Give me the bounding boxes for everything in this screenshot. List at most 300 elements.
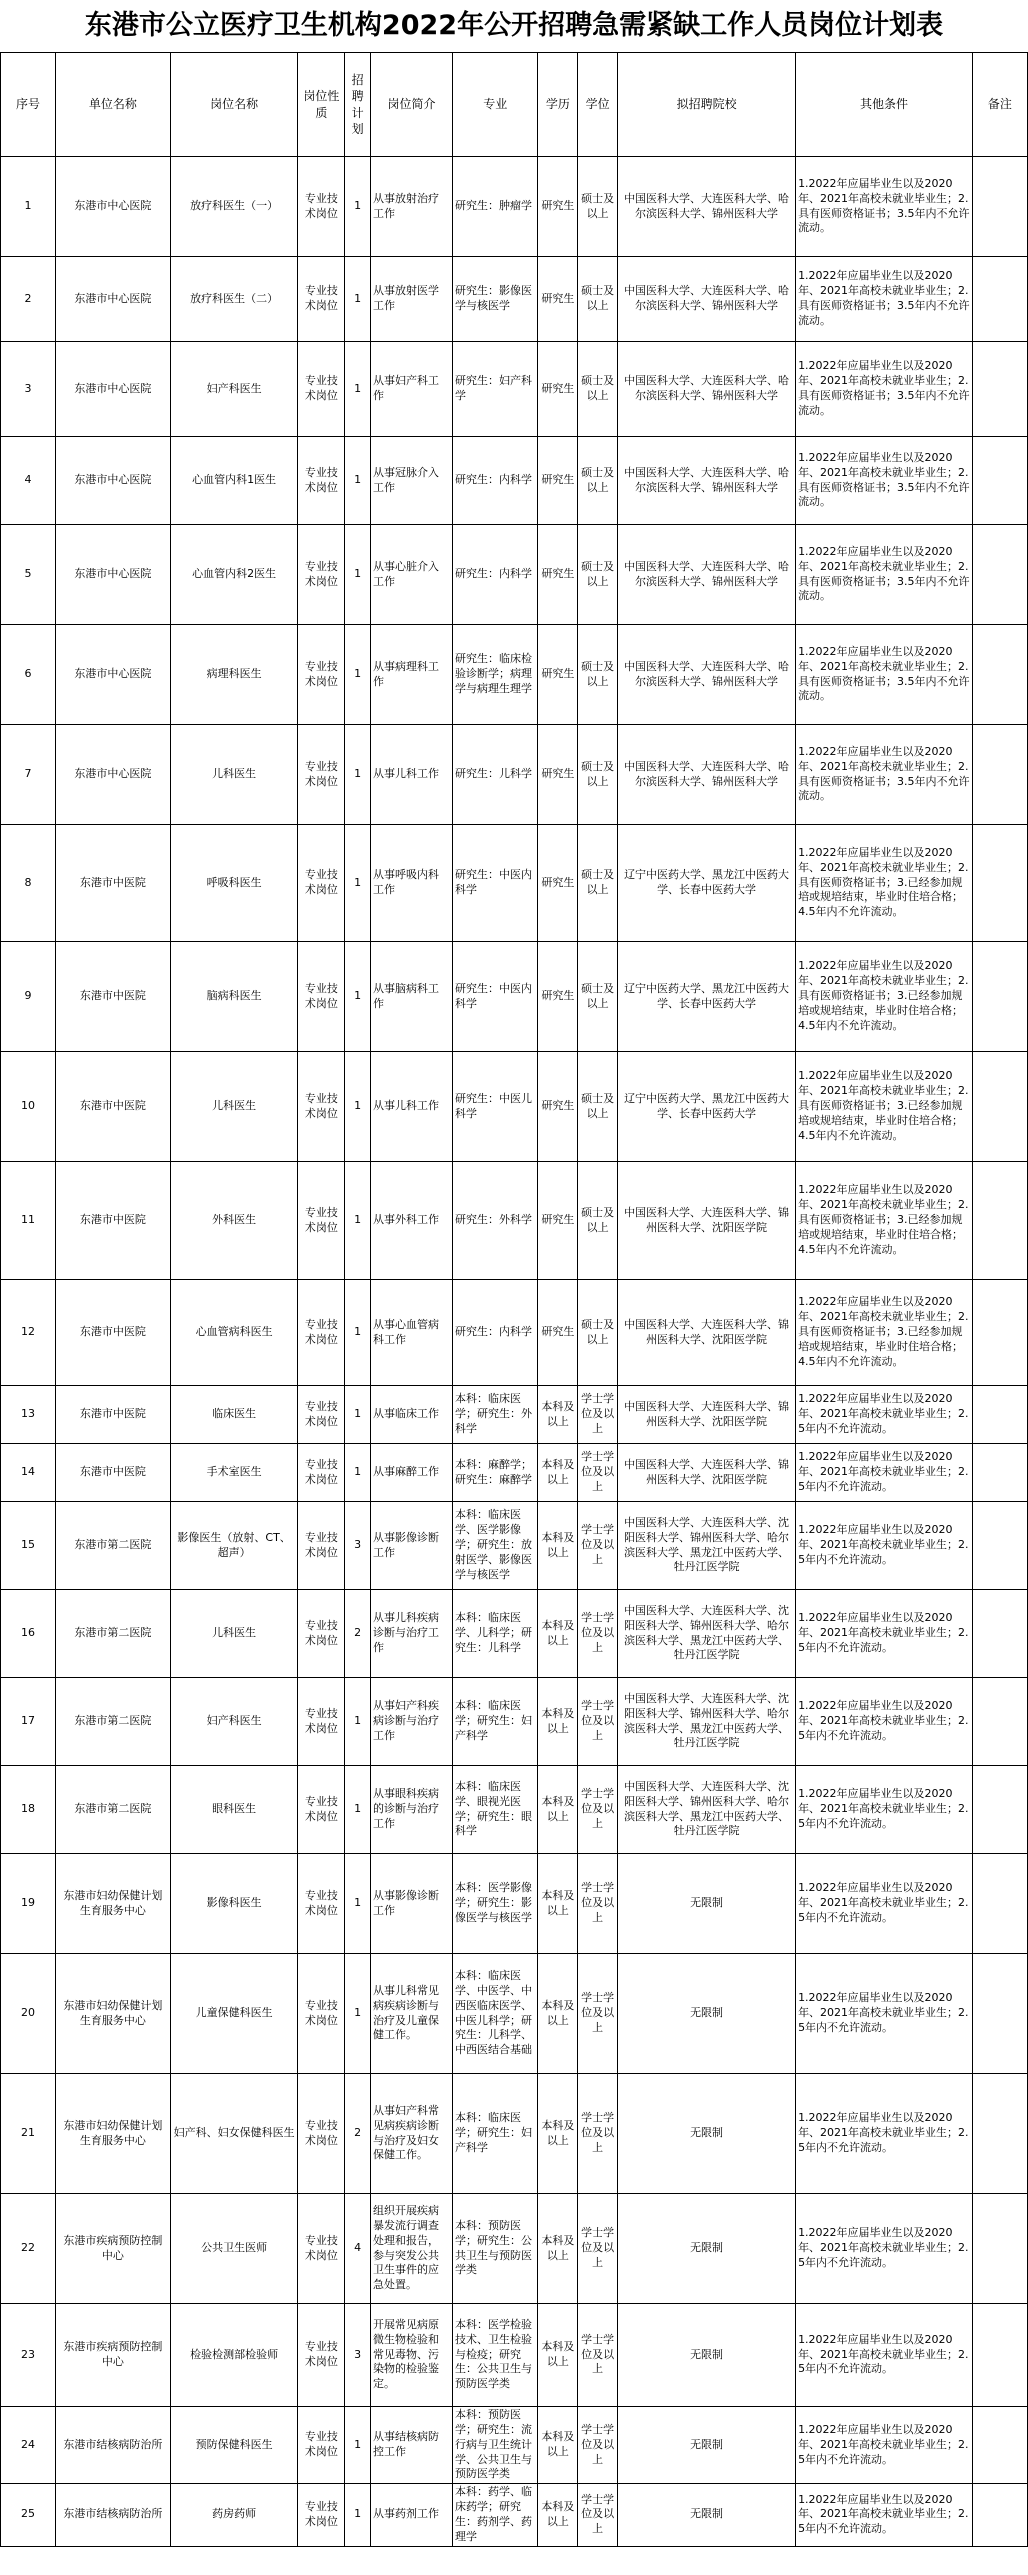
schools-cell: 中国医科大学、大连医科大学、哈尔滨医科大学、锦州医科大学 [618, 257, 796, 342]
note-cell [972, 525, 1027, 625]
row-number-cell: 6 [1, 625, 56, 725]
note-cell [972, 1678, 1027, 1766]
post-name-cell: 病理科医生 [170, 625, 298, 725]
plan-count-cell: 1 [345, 525, 371, 625]
post-nature-cell: 专业技术岗位 [298, 1678, 345, 1766]
post-name-cell: 心血管内科1医生 [170, 437, 298, 525]
post-intro-cell: 从事儿科工作 [371, 1052, 453, 1162]
degree-cell: 硕士及以上 [578, 342, 618, 437]
post-intro-cell: 从事眼科疾病的诊断与治疗工作 [371, 1766, 453, 1854]
unit-name-cell: 东港市中心医院 [56, 525, 171, 625]
post-name-cell: 公共卫生医师 [170, 2194, 298, 2304]
major-cell: 本科：医学检验技术、卫生检验与检疫；研究生：公共卫生与预防医学类 [452, 2304, 537, 2407]
post-intro-cell: 从事心血管病科工作 [371, 1280, 453, 1386]
row-number-cell: 3 [1, 342, 56, 437]
post-name-cell: 放疗科医生（二） [170, 257, 298, 342]
header-cell: 专业 [452, 53, 537, 157]
plan-count-cell: 2 [345, 1590, 371, 1678]
note-cell [972, 825, 1027, 942]
table-row [1, 825, 1028, 942]
plan-count-cell: 1 [345, 1766, 371, 1854]
major-cell: 本科：临床医学；研究生：妇产科学 [452, 2074, 537, 2194]
post-nature-cell: 专业技术岗位 [298, 1954, 345, 2074]
major-cell: 研究生：妇产科学 [452, 342, 537, 437]
education-cell: 研究生 [538, 1162, 578, 1280]
post-intro-cell: 从事结核病防控工作 [371, 2407, 453, 2484]
row-number-cell: 1 [1, 157, 56, 257]
unit-name-cell: 东港市妇幼保健计划生育服务中心 [56, 1954, 171, 2074]
unit-name-cell: 东港市中医院 [56, 825, 171, 942]
other-conditions-cell: 1.2022年应届毕业生以及2020年、2021年高校未就业毕业生；2.具有医师资格证书；3.5年内不允许流动。 [796, 157, 973, 257]
unit-name-cell: 东港市疾病预防控制中心 [56, 2194, 171, 2304]
major-cell: 本科：临床医学、医学影像学；研究生：放射医学、影像医学与核医学 [452, 1502, 537, 1590]
other-conditions-cell: 1.2022年应届毕业生以及2020年、2021年高校未就业毕业生；2.具有医师资格证书；3.5年内不允许流动。 [796, 437, 973, 525]
post-intro-cell: 从事麻醉工作 [371, 1444, 453, 1502]
other-conditions-cell: 1.2022年应届毕业生以及2020年、2021年高校未就业毕业生；2.具有医师资格证书；3.已经参加规培或规培结束，毕业时住培合格；4.5年内不允许流动。 [796, 825, 973, 942]
header-cell: 备注 [972, 53, 1027, 157]
table-row [1, 1502, 1028, 1590]
note-cell [972, 1052, 1027, 1162]
post-name-cell: 儿科医生 [170, 1052, 298, 1162]
other-conditions-cell: 1.2022年应届毕业生以及2020年、2021年高校未就业毕业生；2.具有医师资格证书；3.5年内不允许流动。 [796, 525, 973, 625]
table-row [1, 1766, 1028, 1854]
education-cell: 本科及以上 [538, 1502, 578, 1590]
post-intro-cell: 从事儿科常见病疾病诊断与治疗及儿童保健工作。 [371, 1954, 453, 2074]
education-cell: 研究生 [538, 437, 578, 525]
note-cell [972, 1854, 1027, 1954]
plan-count-cell: 1 [345, 1386, 371, 1444]
table-row [1, 257, 1028, 342]
post-nature-cell: 专业技术岗位 [298, 1386, 345, 1444]
table-row [1, 1386, 1028, 1444]
schools-cell: 辽宁中医药大学、黑龙江中医药大学、长春中医药大学 [618, 825, 796, 942]
page-title: 东港市公立医疗卫生机构2022年公开招聘急需紧缺工作人员岗位计划表 [84, 10, 944, 41]
education-cell: 本科及以上 [538, 1444, 578, 1502]
header-cell: 岗位性质 [298, 53, 345, 157]
schools-cell: 无限制 [618, 1954, 796, 2074]
table-row [1, 1280, 1028, 1386]
unit-name-cell: 东港市妇幼保健计划生育服务中心 [56, 2074, 171, 2194]
table-row [1, 2194, 1028, 2304]
education-cell: 本科及以上 [538, 2074, 578, 2194]
other-conditions-cell: 1.2022年应届毕业生以及2020年、2021年高校未就业毕业生；2.5年内不允许流动。 [796, 2304, 973, 2407]
post-intro-cell: 从事心脏介入工作 [371, 525, 453, 625]
post-nature-cell: 专业技术岗位 [298, 2407, 345, 2484]
note-cell [972, 625, 1027, 725]
post-nature-cell: 专业技术岗位 [298, 1590, 345, 1678]
post-name-cell: 药房药师 [170, 2484, 298, 2546]
row-number-cell: 9 [1, 942, 56, 1052]
post-intro-cell: 从事儿科工作 [371, 725, 453, 825]
education-cell: 研究生 [538, 525, 578, 625]
post-intro-cell: 从事影像诊断工作 [371, 1502, 453, 1590]
education-cell: 本科及以上 [538, 1954, 578, 2074]
major-cell: 本科：临床医学、中医学、中西医临床医学、中医儿科学；研究生：儿科学、中西医结合基础 [452, 1954, 537, 2074]
plan-count-cell: 1 [345, 725, 371, 825]
row-number-cell: 5 [1, 525, 56, 625]
schools-cell: 中国医科大学、大连医科大学、沈阳医科大学、锦州医科大学、哈尔滨医科大学、黑龙江中医药大学、牡丹江医学院 [618, 1678, 796, 1766]
major-cell: 研究生：中医内科学 [452, 825, 537, 942]
header-cell: 岗位名称 [170, 53, 298, 157]
note-cell [972, 2304, 1027, 2407]
unit-name-cell: 东港市中心医院 [56, 157, 171, 257]
header-cell: 招聘计划 [345, 53, 371, 157]
note-cell [972, 1444, 1027, 1502]
degree-cell: 学士学位及以上 [578, 2194, 618, 2304]
schools-cell: 中国医科大学、大连医科大学、哈尔滨医科大学、锦州医科大学 [618, 437, 796, 525]
post-intro-cell: 从事临床工作 [371, 1386, 453, 1444]
plan-count-cell: 1 [345, 257, 371, 342]
plan-count-cell: 1 [345, 1854, 371, 1954]
row-number-cell: 17 [1, 1678, 56, 1766]
plan-count-cell: 1 [345, 342, 371, 437]
degree-cell: 硕士及以上 [578, 1052, 618, 1162]
table-row [1, 1590, 1028, 1678]
education-cell: 本科及以上 [538, 2407, 578, 2484]
other-conditions-cell: 1.2022年应届毕业生以及2020年、2021年高校未就业毕业生；2.5年内不允许流动。 [796, 1678, 973, 1766]
schools-cell: 中国医科大学、大连医科大学、沈阳医科大学、锦州医科大学、哈尔滨医科大学、黑龙江中医药大学、牡丹江医学院 [618, 1590, 796, 1678]
table-row [1, 437, 1028, 525]
post-intro-cell: 组织开展疾病暴发流行调查处理和报告，参与突发公共卫生事件的应急处置。 [371, 2194, 453, 2304]
post-name-cell: 手术室医生 [170, 1444, 298, 1502]
recruitment-table [0, 52, 1028, 2547]
row-number-cell: 14 [1, 1444, 56, 1502]
post-intro-cell: 从事放射治疗工作 [371, 157, 453, 257]
post-intro-cell: 从事儿科疾病诊断与治疗工作 [371, 1590, 453, 1678]
unit-name-cell: 东港市中医院 [56, 1162, 171, 1280]
major-cell: 本科：药学、临床药学；研究生：药剂学、药理学 [452, 2484, 537, 2546]
post-nature-cell: 专业技术岗位 [298, 525, 345, 625]
other-conditions-cell: 1.2022年应届毕业生以及2020年、2021年高校未就业毕业生；2.具有医师资格证书；3.已经参加规培或规培结束，毕业时住培合格；4.5年内不允许流动。 [796, 1052, 973, 1162]
other-conditions-cell: 1.2022年应届毕业生以及2020年、2021年高校未就业毕业生；2.5年内不允许流动。 [796, 1502, 973, 1590]
post-nature-cell: 专业技术岗位 [298, 1444, 345, 1502]
post-nature-cell: 专业技术岗位 [298, 1502, 345, 1590]
row-number-cell: 21 [1, 2074, 56, 2194]
schools-cell: 中国医科大学、大连医科大学、哈尔滨医科大学、锦州医科大学 [618, 625, 796, 725]
table-row [1, 2074, 1028, 2194]
unit-name-cell: 东港市疾病预防控制中心 [56, 2304, 171, 2407]
note-cell [972, 257, 1027, 342]
post-nature-cell: 专业技术岗位 [298, 1052, 345, 1162]
post-intro-cell: 从事药剂工作 [371, 2484, 453, 2546]
post-name-cell: 临床医生 [170, 1386, 298, 1444]
unit-name-cell: 东港市第二医院 [56, 1590, 171, 1678]
degree-cell: 硕士及以上 [578, 942, 618, 1052]
schools-cell: 无限制 [618, 2194, 796, 2304]
post-name-cell: 眼科医生 [170, 1766, 298, 1854]
table-row [1, 1444, 1028, 1502]
plan-count-cell: 1 [345, 625, 371, 725]
education-cell: 本科及以上 [538, 1766, 578, 1854]
post-intro-cell: 从事妇产科疾病诊断与治疗工作 [371, 1678, 453, 1766]
post-intro-cell: 从事放射医学工作 [371, 257, 453, 342]
schools-cell: 无限制 [618, 2484, 796, 2546]
post-nature-cell: 专业技术岗位 [298, 257, 345, 342]
schools-cell: 中国医科大学、大连医科大学、锦州医科大学、沈阳医学院 [618, 1162, 796, 1280]
degree-cell: 学士学位及以上 [578, 2407, 618, 2484]
major-cell: 研究生：影像医学与核医学 [452, 257, 537, 342]
unit-name-cell: 东港市中心医院 [56, 725, 171, 825]
post-name-cell: 检验检测部检验师 [170, 2304, 298, 2407]
post-nature-cell: 专业技术岗位 [298, 942, 345, 1052]
note-cell [972, 1766, 1027, 1854]
unit-name-cell: 东港市结核病防治所 [56, 2407, 171, 2484]
degree-cell: 硕士及以上 [578, 625, 618, 725]
post-intro-cell: 从事外科工作 [371, 1162, 453, 1280]
table-row [1, 342, 1028, 437]
major-cell: 本科：临床医学、儿科学；研究生：儿科学 [452, 1590, 537, 1678]
major-cell: 本科：麻醉学；研究生：麻醉学 [452, 1444, 537, 1502]
degree-cell: 学士学位及以上 [578, 1590, 618, 1678]
table-row [1, 525, 1028, 625]
header-cell: 单位名称 [56, 53, 171, 157]
plan-count-cell: 1 [345, 437, 371, 525]
post-name-cell: 外科医生 [170, 1162, 298, 1280]
other-conditions-cell: 1.2022年应届毕业生以及2020年、2021年高校未就业毕业生；2.具有医师资格证书；3.5年内不允许流动。 [796, 625, 973, 725]
education-cell: 本科及以上 [538, 1678, 578, 1766]
education-cell: 研究生 [538, 1280, 578, 1386]
other-conditions-cell: 1.2022年应届毕业生以及2020年、2021年高校未就业毕业生；2.5年内不允许流动。 [796, 2484, 973, 2546]
plan-count-cell: 1 [345, 942, 371, 1052]
plan-count-cell: 1 [345, 1954, 371, 2074]
plan-count-cell: 1 [345, 1052, 371, 1162]
row-number-cell: 4 [1, 437, 56, 525]
unit-name-cell: 东港市妇幼保健计划生育服务中心 [56, 1854, 171, 1954]
post-name-cell: 妇产科、妇女保健科医生 [170, 2074, 298, 2194]
unit-name-cell: 东港市中心医院 [56, 342, 171, 437]
other-conditions-cell: 1.2022年应届毕业生以及2020年、2021年高校未就业毕业生；2.具有医师资格证书；3.已经参加规培或规培结束，毕业时住培合格；4.5年内不允许流动。 [796, 942, 973, 1052]
note-cell [972, 725, 1027, 825]
note-cell [972, 1954, 1027, 2074]
plan-count-cell: 1 [345, 157, 371, 257]
plan-count-cell: 4 [345, 2194, 371, 2304]
post-name-cell: 预防保健科医生 [170, 2407, 298, 2484]
post-nature-cell: 专业技术岗位 [298, 342, 345, 437]
degree-cell: 硕士及以上 [578, 725, 618, 825]
post-intro-cell: 开展常见病原微生物检验和常见毒物、污染物的检验鉴定。 [371, 2304, 453, 2407]
row-number-cell: 18 [1, 1766, 56, 1854]
plan-count-cell: 1 [345, 825, 371, 942]
schools-cell: 中国医科大学、大连医科大学、沈阳医科大学、锦州医科大学、哈尔滨医科大学、黑龙江中医药大学、牡丹江医学院 [618, 1502, 796, 1590]
education-cell: 研究生 [538, 725, 578, 825]
row-number-cell: 10 [1, 1052, 56, 1162]
post-intro-cell: 从事呼吸内科工作 [371, 825, 453, 942]
row-number-cell: 7 [1, 725, 56, 825]
schools-cell: 中国医科大学、大连医科大学、锦州医科大学、沈阳医学院 [618, 1280, 796, 1386]
table-row [1, 1954, 1028, 2074]
post-intro-cell: 从事影像诊断工作 [371, 1854, 453, 1954]
major-cell: 研究生：内科学 [452, 1280, 537, 1386]
row-number-cell: 16 [1, 1590, 56, 1678]
table-row [1, 1052, 1028, 1162]
table-row [1, 625, 1028, 725]
education-cell: 本科及以上 [538, 1386, 578, 1444]
table-row [1, 1678, 1028, 1766]
unit-name-cell: 东港市结核病防治所 [56, 2484, 171, 2546]
post-nature-cell: 专业技术岗位 [298, 1766, 345, 1854]
plan-count-cell: 3 [345, 2304, 371, 2407]
header-cell: 学历 [538, 53, 578, 157]
table-row [1, 1854, 1028, 1954]
other-conditions-cell: 1.2022年应届毕业生以及2020年、2021年高校未就业毕业生；2.具有医师资格证书；3.5年内不允许流动。 [796, 257, 973, 342]
education-cell: 本科及以上 [538, 1854, 578, 1954]
note-cell [972, 2074, 1027, 2194]
post-nature-cell: 专业技术岗位 [298, 725, 345, 825]
degree-cell: 学士学位及以上 [578, 1766, 618, 1854]
post-nature-cell: 专业技术岗位 [298, 1280, 345, 1386]
education-cell: 本科及以上 [538, 2484, 578, 2546]
post-name-cell: 儿童保健科医生 [170, 1954, 298, 2074]
post-name-cell: 呼吸科医生 [170, 825, 298, 942]
schools-cell: 中国医科大学、大连医科大学、锦州医科大学、沈阳医学院 [618, 1386, 796, 1444]
note-cell [972, 1162, 1027, 1280]
unit-name-cell: 东港市中心医院 [56, 257, 171, 342]
schools-cell: 中国医科大学、大连医科大学、哈尔滨医科大学、锦州医科大学 [618, 725, 796, 825]
degree-cell: 硕士及以上 [578, 1280, 618, 1386]
plan-count-cell: 1 [345, 2407, 371, 2484]
major-cell: 研究生：中医儿科学 [452, 1052, 537, 1162]
education-cell: 研究生 [538, 625, 578, 725]
note-cell [972, 1502, 1027, 1590]
header-row [1, 53, 1028, 157]
degree-cell: 学士学位及以上 [578, 1444, 618, 1502]
schools-cell: 中国医科大学、大连医科大学、沈阳医科大学、锦州医科大学、哈尔滨医科大学、黑龙江中医药大学、牡丹江医学院 [618, 1766, 796, 1854]
post-name-cell: 影像科医生 [170, 1854, 298, 1954]
post-intro-cell: 从事冠脉介入工作 [371, 437, 453, 525]
unit-name-cell: 东港市中医院 [56, 1444, 171, 1502]
note-cell [972, 342, 1027, 437]
schools-cell: 辽宁中医药大学、黑龙江中医药大学、长春中医药大学 [618, 942, 796, 1052]
unit-name-cell: 东港市中医院 [56, 942, 171, 1052]
other-conditions-cell: 1.2022年应届毕业生以及2020年、2021年高校未就业毕业生；2.5年内不允许流动。 [796, 2194, 973, 2304]
post-nature-cell: 专业技术岗位 [298, 2194, 345, 2304]
education-cell: 研究生 [538, 825, 578, 942]
note-cell [972, 2194, 1027, 2304]
plan-count-cell: 1 [345, 1162, 371, 1280]
table-row [1, 725, 1028, 825]
other-conditions-cell: 1.2022年应届毕业生以及2020年、2021年高校未就业毕业生；2.5年内不允许流动。 [796, 1386, 973, 1444]
other-conditions-cell: 1.2022年应届毕业生以及2020年、2021年高校未就业毕业生；2.具有医师资格证书；3.已经参加规培或规培结束，毕业时住培合格；4.5年内不允许流动。 [796, 1280, 973, 1386]
other-conditions-cell: 1.2022年应届毕业生以及2020年、2021年高校未就业毕业生；2.5年内不允许流动。 [796, 2074, 973, 2194]
post-nature-cell: 专业技术岗位 [298, 2484, 345, 2546]
note-cell [972, 157, 1027, 257]
schools-cell: 无限制 [618, 2407, 796, 2484]
plan-count-cell: 1 [345, 1678, 371, 1766]
note-cell [972, 437, 1027, 525]
note-cell [972, 1280, 1027, 1386]
degree-cell: 学士学位及以上 [578, 1386, 618, 1444]
degree-cell: 学士学位及以上 [578, 1854, 618, 1954]
table-row [1, 157, 1028, 257]
degree-cell: 学士学位及以上 [578, 1954, 618, 2074]
other-conditions-cell: 1.2022年应届毕业生以及2020年、2021年高校未就业毕业生；2.5年内不允许流动。 [796, 1590, 973, 1678]
major-cell: 研究生：肿瘤学 [452, 157, 537, 257]
header-cell: 学位 [578, 53, 618, 157]
major-cell: 研究生：儿科学 [452, 725, 537, 825]
row-number-cell: 22 [1, 2194, 56, 2304]
major-cell: 本科：临床医学、眼视光医学；研究生：眼科学 [452, 1766, 537, 1854]
unit-name-cell: 东港市中心医院 [56, 437, 171, 525]
major-cell: 研究生：内科学 [452, 525, 537, 625]
education-cell: 研究生 [538, 342, 578, 437]
post-name-cell: 放疗科医生（一） [170, 157, 298, 257]
major-cell: 本科：医学影像学；研究生：影像医学与核医学 [452, 1854, 537, 1954]
post-name-cell: 脑病科医生 [170, 942, 298, 1052]
post-nature-cell: 专业技术岗位 [298, 157, 345, 257]
note-cell [972, 1590, 1027, 1678]
degree-cell: 学士学位及以上 [578, 1502, 618, 1590]
degree-cell: 学士学位及以上 [578, 2484, 618, 2546]
unit-name-cell: 东港市中心医院 [56, 625, 171, 725]
post-nature-cell: 专业技术岗位 [298, 825, 345, 942]
row-number-cell: 12 [1, 1280, 56, 1386]
post-nature-cell: 专业技术岗位 [298, 625, 345, 725]
plan-count-cell: 1 [345, 1280, 371, 1386]
note-cell [972, 942, 1027, 1052]
post-name-cell: 心血管病科医生 [170, 1280, 298, 1386]
row-number-cell: 11 [1, 1162, 56, 1280]
education-cell: 本科及以上 [538, 1590, 578, 1678]
table-row [1, 2484, 1028, 2546]
degree-cell: 硕士及以上 [578, 825, 618, 942]
row-number-cell: 13 [1, 1386, 56, 1444]
post-nature-cell: 专业技术岗位 [298, 1162, 345, 1280]
post-name-cell: 妇产科医生 [170, 1678, 298, 1766]
other-conditions-cell: 1.2022年应届毕业生以及2020年、2021年高校未就业毕业生；2.具有医师资格证书；3.5年内不允许流动。 [796, 342, 973, 437]
other-conditions-cell: 1.2022年应届毕业生以及2020年、2021年高校未就业毕业生；2.具有医师资格证书；3.5年内不允许流动。 [796, 725, 973, 825]
education-cell: 研究生 [538, 157, 578, 257]
degree-cell: 硕士及以上 [578, 1162, 618, 1280]
major-cell: 研究生：内科学 [452, 437, 537, 525]
post-nature-cell: 专业技术岗位 [298, 1854, 345, 1954]
row-number-cell: 25 [1, 2484, 56, 2546]
unit-name-cell: 东港市中医院 [56, 1052, 171, 1162]
post-intro-cell: 从事脑病科工作 [371, 942, 453, 1052]
post-nature-cell: 专业技术岗位 [298, 2304, 345, 2407]
degree-cell: 硕士及以上 [578, 157, 618, 257]
header-cell: 岗位简介 [371, 53, 453, 157]
major-cell: 本科：临床医学；研究生：妇产科学 [452, 1678, 537, 1766]
major-cell: 本科：预防医学；研究生：公共卫生与预防医学类 [452, 2194, 537, 2304]
major-cell: 本科：预防医学；研究生：流行病与卫生统计学、公共卫生与预防医学类 [452, 2407, 537, 2484]
plan-count-cell: 2 [345, 2074, 371, 2194]
row-number-cell: 24 [1, 2407, 56, 2484]
note-cell [972, 2407, 1027, 2484]
header-cell: 序号 [1, 53, 56, 157]
post-name-cell: 儿科医生 [170, 1590, 298, 1678]
unit-name-cell: 东港市第二医院 [56, 1766, 171, 1854]
header-cell: 拟招聘院校 [618, 53, 796, 157]
post-name-cell: 心血管内科2医生 [170, 525, 298, 625]
row-number-cell: 20 [1, 1954, 56, 2074]
post-intro-cell: 从事妇产科常见病疾病诊断与治疗及妇女保健工作。 [371, 2074, 453, 2194]
post-name-cell: 妇产科医生 [170, 342, 298, 437]
major-cell: 研究生：外科学 [452, 1162, 537, 1280]
major-cell: 研究生：中医内科学 [452, 942, 537, 1052]
table-row [1, 2407, 1028, 2484]
row-number-cell: 15 [1, 1502, 56, 1590]
schools-cell: 中国医科大学、大连医科大学、哈尔滨医科大学、锦州医科大学 [618, 525, 796, 625]
unit-name-cell: 东港市中医院 [56, 1280, 171, 1386]
unit-name-cell: 东港市第二医院 [56, 1502, 171, 1590]
other-conditions-cell: 1.2022年应届毕业生以及2020年、2021年高校未就业毕业生；2.5年内不允许流动。 [796, 1444, 973, 1502]
degree-cell: 学士学位及以上 [578, 2304, 618, 2407]
education-cell: 研究生 [538, 257, 578, 342]
row-number-cell: 8 [1, 825, 56, 942]
table-row [1, 1162, 1028, 1280]
plan-count-cell: 3 [345, 1502, 371, 1590]
post-name-cell: 儿科医生 [170, 725, 298, 825]
